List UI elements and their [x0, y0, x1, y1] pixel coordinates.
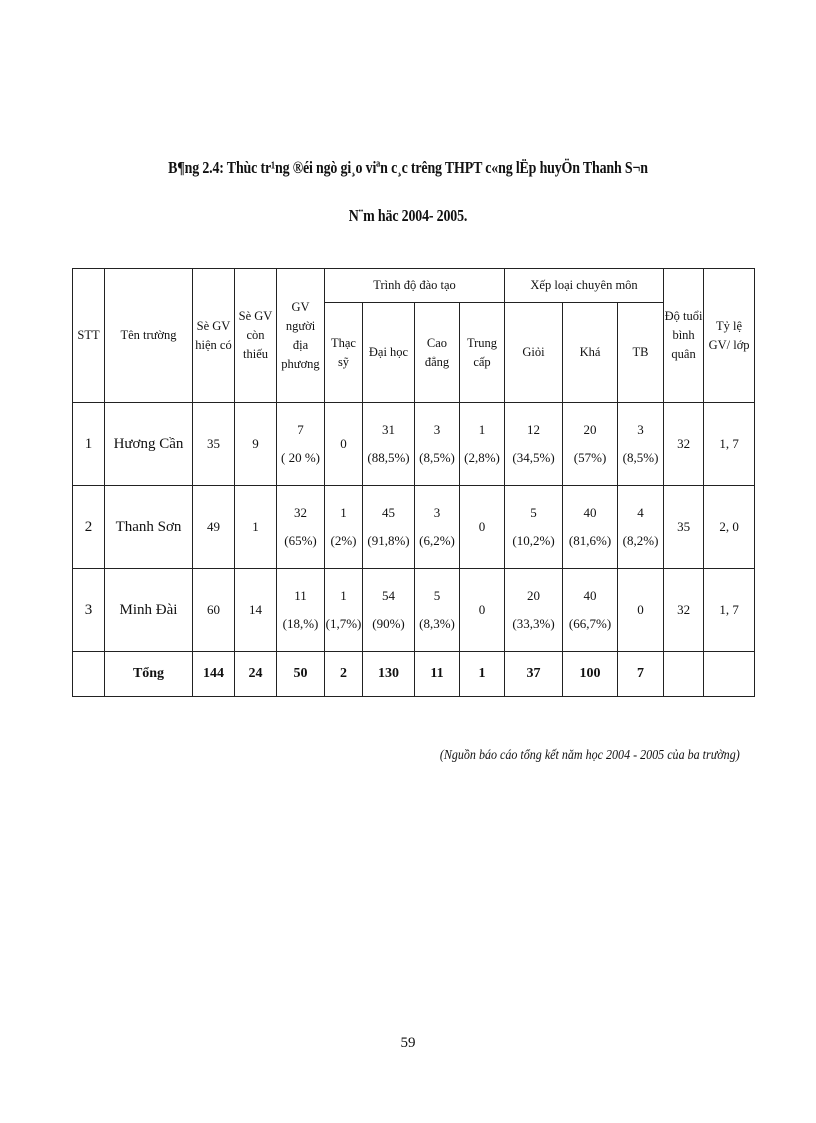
row-average	[618, 486, 664, 569]
row-ratio: 1, 7	[704, 403, 755, 486]
percent: (34,5%)	[512, 450, 555, 465]
table-subtitle: N¨m häc 2004- 2005.	[348, 206, 468, 225]
header-college: Cao đẳng	[415, 303, 460, 403]
row-ratio: 1, 7	[704, 569, 755, 652]
header-average: TB	[618, 303, 664, 403]
value: 1	[340, 505, 347, 520]
header-stt: STT	[73, 269, 105, 403]
row-school-name: Hương Cần	[105, 403, 193, 486]
total-label: Tổng	[105, 652, 193, 697]
row-excellent	[505, 486, 563, 569]
percent: (65%)	[284, 533, 317, 548]
value: 7	[297, 422, 304, 437]
row-university	[363, 403, 415, 486]
value: 3	[433, 505, 441, 520]
row-current: 35	[193, 403, 235, 486]
row-ratio: 2, 0	[704, 486, 755, 569]
row-local	[277, 569, 325, 652]
percent: (18,%)	[282, 616, 319, 631]
table-row	[73, 486, 755, 569]
row-university	[363, 569, 415, 652]
row-excellent	[505, 569, 563, 652]
row-college	[415, 569, 460, 652]
total-local: 50	[277, 652, 325, 697]
total-university: 130	[363, 652, 415, 697]
row-missing: 1	[235, 486, 277, 569]
value: 32	[294, 505, 307, 520]
row-good	[563, 486, 618, 569]
row-school-name: Thanh Sơn	[105, 486, 193, 569]
value: 31	[382, 422, 395, 437]
total-average: 7	[618, 652, 664, 697]
percent: (6,2%)	[419, 533, 455, 548]
percent: (66,7%)	[568, 616, 612, 631]
total-ratio	[704, 652, 755, 697]
value: 3	[637, 422, 644, 437]
row-masters	[325, 486, 363, 569]
row-college	[415, 403, 460, 486]
row-stt: 2	[73, 486, 105, 569]
value: 1	[340, 588, 347, 603]
row-good	[563, 569, 618, 652]
header-local-teachers: GV người địa phương	[277, 269, 325, 403]
value: 4	[637, 505, 644, 520]
percent: ( 20 %)	[281, 450, 320, 465]
row-intermediate: 0	[460, 569, 505, 652]
value: 40	[583, 588, 597, 603]
value: 5	[530, 505, 537, 520]
row-age: 32	[664, 403, 704, 486]
total-excellent: 37	[505, 652, 563, 697]
row-missing: 9	[235, 403, 277, 486]
percent: (10,2%)	[512, 533, 555, 548]
value: 12	[527, 422, 541, 437]
value: 11	[294, 588, 307, 603]
percent: (57%)	[573, 450, 607, 465]
row-average: 0	[618, 569, 664, 652]
value: 45	[382, 505, 395, 520]
header-average-age: Độ tuổi bình quân	[664, 269, 704, 403]
row-age: 32	[664, 569, 704, 652]
value: 20	[583, 422, 597, 437]
row-missing: 14	[235, 569, 277, 652]
row-average	[618, 403, 664, 486]
row-excellent	[505, 403, 563, 486]
percent: (1,7%)	[325, 616, 362, 631]
value: 5	[433, 588, 441, 603]
header-school-name: Tên trường	[105, 269, 193, 403]
row-college	[415, 486, 460, 569]
row-age: 35	[664, 486, 704, 569]
total-masters: 2	[325, 652, 363, 697]
row-university	[363, 486, 415, 569]
table-row	[73, 403, 755, 486]
page-number: 59	[400, 1035, 416, 1051]
total-age	[664, 652, 704, 697]
value: 20	[527, 588, 541, 603]
total-missing: 24	[235, 652, 277, 697]
table-row	[73, 569, 755, 652]
percent: (91,8%)	[367, 533, 410, 548]
total-good: 100	[563, 652, 618, 697]
row-local	[277, 486, 325, 569]
row-stt: 3	[73, 569, 105, 652]
value: 40	[583, 505, 597, 520]
row-intermediate: 0	[460, 486, 505, 569]
header-intermediate: Trung cấp	[460, 303, 505, 403]
row-local	[277, 403, 325, 486]
value: 3	[433, 422, 441, 437]
header-education-level: Trình độ đào tạo	[325, 269, 505, 303]
percent: (90%)	[372, 616, 405, 631]
header-excellent: Giỏi	[505, 303, 563, 403]
header-teacher-class-ratio: Tỷ lệ GV/ lớp	[704, 269, 755, 403]
row-current: 60	[193, 569, 235, 652]
header-current-teachers: Sè GV hiện có	[193, 269, 235, 403]
percent: (33,3%)	[512, 616, 555, 631]
row-stt: 1	[73, 403, 105, 486]
row-school-name: Minh Đài	[105, 569, 193, 652]
table-title: B¶ng 2.4: Thùc tr¹ng ®éi ngò gi¸o viªn c¸c trêng THPT c«ng lËp huyÖn Thanh S¬n	[168, 158, 648, 177]
total-stt	[73, 652, 105, 697]
percent: (2%)	[330, 533, 357, 548]
value: 54	[382, 588, 395, 603]
percent: (88,5%)	[367, 450, 410, 465]
total-row	[73, 652, 755, 697]
row-masters	[325, 569, 363, 652]
teacher-stats-table	[72, 268, 755, 697]
row-current: 49	[193, 486, 235, 569]
percent: (8,5%)	[419, 450, 455, 465]
percent: (2,8%)	[464, 450, 500, 465]
header-good: Khá	[563, 303, 618, 403]
header-missing-teachers: Sè GV còn thiếu	[235, 269, 277, 403]
row-intermediate	[460, 403, 505, 486]
percent: (8,5%)	[622, 450, 659, 465]
row-masters: 0	[325, 403, 363, 486]
value: 1	[478, 422, 486, 437]
total-current: 144	[193, 652, 235, 697]
percent: (81,6%)	[568, 533, 612, 548]
percent: (8,2%)	[622, 533, 659, 548]
header-masters: Thạc sỹ	[325, 303, 363, 403]
row-good	[563, 403, 618, 486]
header-university: Đại học	[363, 303, 415, 403]
source-note: (Nguồn báo cáo tổng kết năm học 2004 - 2005 của ba trường)	[440, 748, 740, 763]
header-professional-rating: Xếp loại chuyên môn	[505, 269, 664, 303]
percent: (8,3%)	[419, 616, 455, 631]
total-college: 11	[415, 652, 460, 697]
total-intermediate: 1	[460, 652, 505, 697]
